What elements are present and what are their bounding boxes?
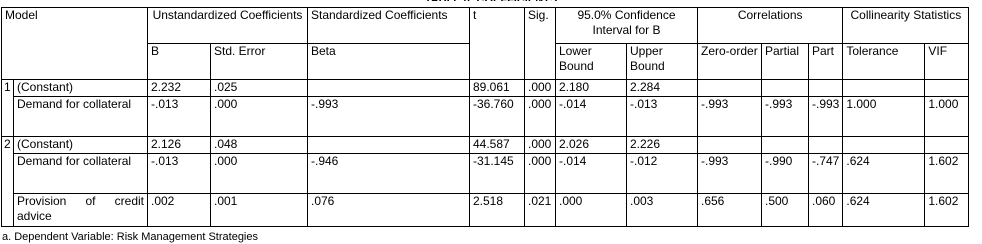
header-confidence-interval: 95.0% Confidence Interval for B (556, 8, 698, 44)
cell-partial (762, 137, 809, 154)
cell-t: -36.760 (470, 97, 525, 137)
coefficients-table (1, 7, 969, 227)
cell-tolerance: .624 (843, 194, 925, 227)
cell-std-error: .000 (211, 97, 308, 137)
cell-sig: .021 (525, 194, 556, 227)
cell-beta: .076 (308, 194, 470, 227)
cell-zero-order: -.993 (698, 97, 762, 137)
table-row (2, 194, 969, 227)
cell-upper-bound: 2.226 (627, 137, 698, 154)
cell-tolerance: 1.000 (843, 97, 925, 137)
cell-upper-bound: 2.284 (627, 80, 698, 97)
cell-b: .002 (148, 194, 211, 227)
header-standardized-coefficients: Standardized Coefficients (308, 8, 470, 44)
header-sig: Sig. (525, 8, 556, 80)
cell-sig: .000 (525, 137, 556, 154)
header-upper-bound: Upper Bound (627, 44, 698, 80)
cell-upper-bound: .003 (627, 194, 698, 227)
cell-std-error: .025 (211, 80, 308, 97)
header-b: B (148, 44, 211, 80)
cell-part: -.993 (809, 97, 843, 137)
header-correlations: Correlations (698, 8, 843, 44)
cell-zero-order: -.993 (698, 154, 762, 194)
header-lower-bound: Lower Bound (556, 44, 627, 80)
model-number: 2 (2, 137, 14, 227)
cell-partial: -.993 (762, 97, 809, 137)
cell-part: -.747 (809, 154, 843, 194)
cell-vif (925, 80, 969, 97)
cell-t: 2.518 (470, 194, 525, 227)
header-collinearity-statistics: Collinearity Statistics (843, 8, 969, 44)
row-label: (Constant) (14, 80, 148, 97)
row-label: (Constant) (14, 137, 148, 154)
cell-zero-order (698, 137, 762, 154)
cell-lower-bound: -.014 (556, 154, 627, 194)
table-row (2, 80, 969, 97)
cell-part (809, 80, 843, 97)
cell-vif: 1.602 (925, 194, 969, 227)
cell-upper-bound: -.013 (627, 97, 698, 137)
header-tolerance: Tolerance (843, 44, 925, 80)
cell-partial: .500 (762, 194, 809, 227)
cell-tolerance (843, 80, 925, 97)
cell-std-error: .000 (211, 154, 308, 194)
cell-vif: 1.602 (925, 154, 969, 194)
cell-part: .060 (809, 194, 843, 227)
header-part: Part (809, 44, 843, 80)
cell-lower-bound: -.014 (556, 97, 627, 137)
header-unstandardized-coefficients: Unstandardized Coefficients (148, 8, 308, 44)
cell-part (809, 137, 843, 154)
dependent-variable-footnote: a. Dependent Variable: Risk Management Strategies (2, 231, 258, 243)
row-label: Demand for collateral (14, 154, 148, 194)
cell-sig: .000 (525, 154, 556, 194)
cell-b: 2.126 (148, 137, 211, 154)
cell-vif (925, 137, 969, 154)
header-partial: Partial (762, 44, 809, 80)
cell-beta (308, 137, 470, 154)
cell-zero-order: .656 (698, 194, 762, 227)
cell-upper-bound: -.012 (627, 154, 698, 194)
header-beta: Beta (308, 44, 470, 80)
table-row (2, 97, 969, 137)
table-title (0, 0, 982, 1)
model-number: 1 (2, 80, 14, 137)
header-t: t (470, 8, 525, 80)
cell-t: 89.061 (470, 80, 525, 97)
row-label: Demand for collateral (14, 97, 148, 137)
header-model: Model (2, 8, 148, 80)
cell-lower-bound: 2.026 (556, 137, 627, 154)
cell-beta: -.993 (308, 97, 470, 137)
cell-tolerance (843, 137, 925, 154)
cell-lower-bound: 2.180 (556, 80, 627, 97)
row-label: Provision of credit advice (14, 194, 148, 227)
cell-partial: -.990 (762, 154, 809, 194)
cell-b: -.013 (148, 154, 211, 194)
cell-sig: .000 (525, 97, 556, 137)
cell-b: 2.232 (148, 80, 211, 97)
cell-vif: 1.000 (925, 97, 969, 137)
cell-b: -.013 (148, 97, 211, 137)
cell-lower-bound: .000 (556, 194, 627, 227)
cell-std-error: .001 (211, 194, 308, 227)
cell-zero-order (698, 80, 762, 97)
cell-sig: .000 (525, 80, 556, 97)
header-vif: VIF (925, 44, 969, 80)
cell-t: 44.587 (470, 137, 525, 154)
cell-beta: -.946 (308, 154, 470, 194)
header-zero-order: Zero-order (698, 44, 762, 80)
cell-beta (308, 80, 470, 97)
header-std-error: Std. Error (211, 44, 308, 80)
cell-t: -31.145 (470, 154, 525, 194)
cell-std-error: .048 (211, 137, 308, 154)
cell-tolerance: .624 (843, 154, 925, 194)
table-row (2, 137, 969, 154)
cell-partial (762, 80, 809, 97)
table-row (2, 154, 969, 194)
